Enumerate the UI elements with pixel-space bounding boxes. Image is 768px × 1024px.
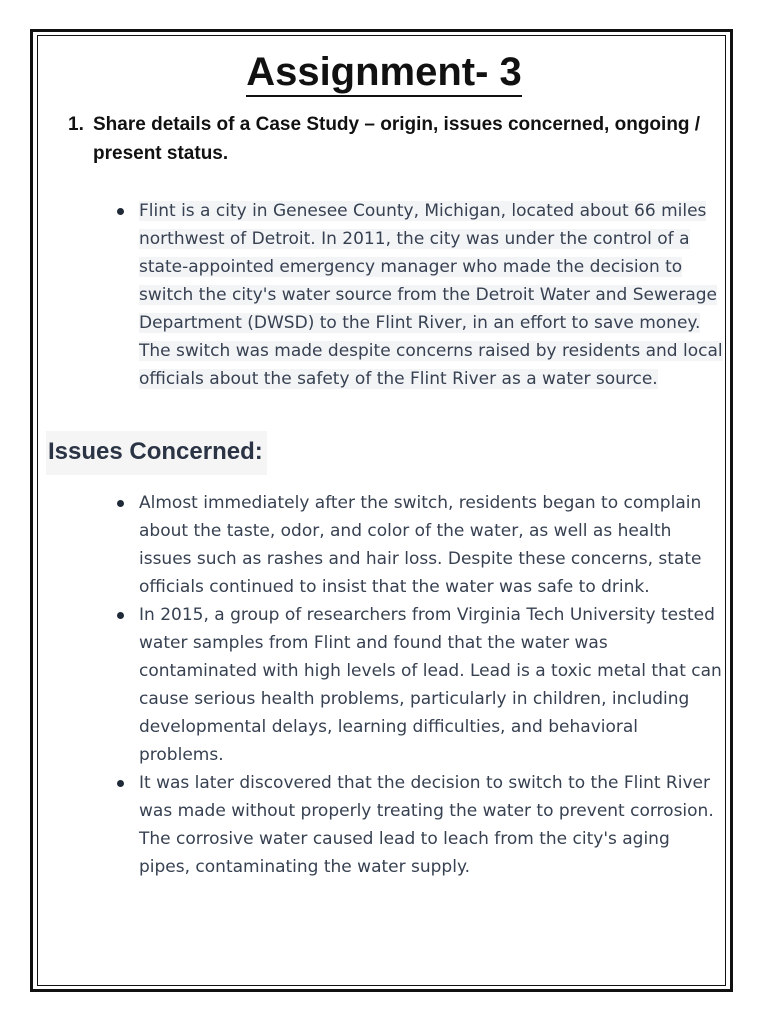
document-title xyxy=(0,44,768,100)
issue-text: It was later discovered that the decision to switch to the Flint River was made without properly treating the water to prevent corrosion. The corrosive water caused lead to leach from the city's aging pipes, contaminating the water supply. xyxy=(139,773,714,877)
intro-paragraph: Flint is a city in Genesee County, Michigan, located about 66 miles northwest of Detroit. In 2011, the city was under the control of a state-appointed emergency manager who made the decision to switch the city's water source from the Detroit Water and Sewerage Department (DWSD) to the Flint River, in an effort to save money. The switch was made despite concerns raised by residents and local officials about the safety of the Flint River as a water source. xyxy=(139,201,723,389)
bullet-icon xyxy=(117,780,124,787)
list-item xyxy=(113,197,723,393)
question-text: Share details of a Case Study – origin, issues concerned, ongoing / present status. xyxy=(93,114,701,164)
question-item xyxy=(68,110,723,168)
bullet-icon xyxy=(117,612,124,619)
intro-list xyxy=(113,197,723,393)
issues-list xyxy=(113,489,723,881)
document-title-text: Assignment- 3 xyxy=(246,50,522,97)
list-item xyxy=(113,601,723,769)
list-item xyxy=(113,769,723,881)
issues-heading: Issues Concerned: xyxy=(46,431,267,475)
list-item xyxy=(113,489,723,601)
bullet-icon xyxy=(117,500,124,507)
question-number: 1. xyxy=(68,114,84,135)
issue-text: Almost immediately after the switch, residents began to complain about the taste, odor, and color of the water, as well as health issues such as rashes and hair loss. Despite these concerns, state officials continued to insist that the water was safe to drink. xyxy=(139,493,702,597)
bullet-icon xyxy=(117,208,124,215)
issue-text: In 2015, a group of researchers from Virginia Tech University tested water samples from Flint and found that the water was contaminated with high levels of lead. Lead is a toxic metal that can cause serious health problems, particularly in children, including developmental delays, learning difficulties, and behavioral problems. xyxy=(139,605,722,765)
